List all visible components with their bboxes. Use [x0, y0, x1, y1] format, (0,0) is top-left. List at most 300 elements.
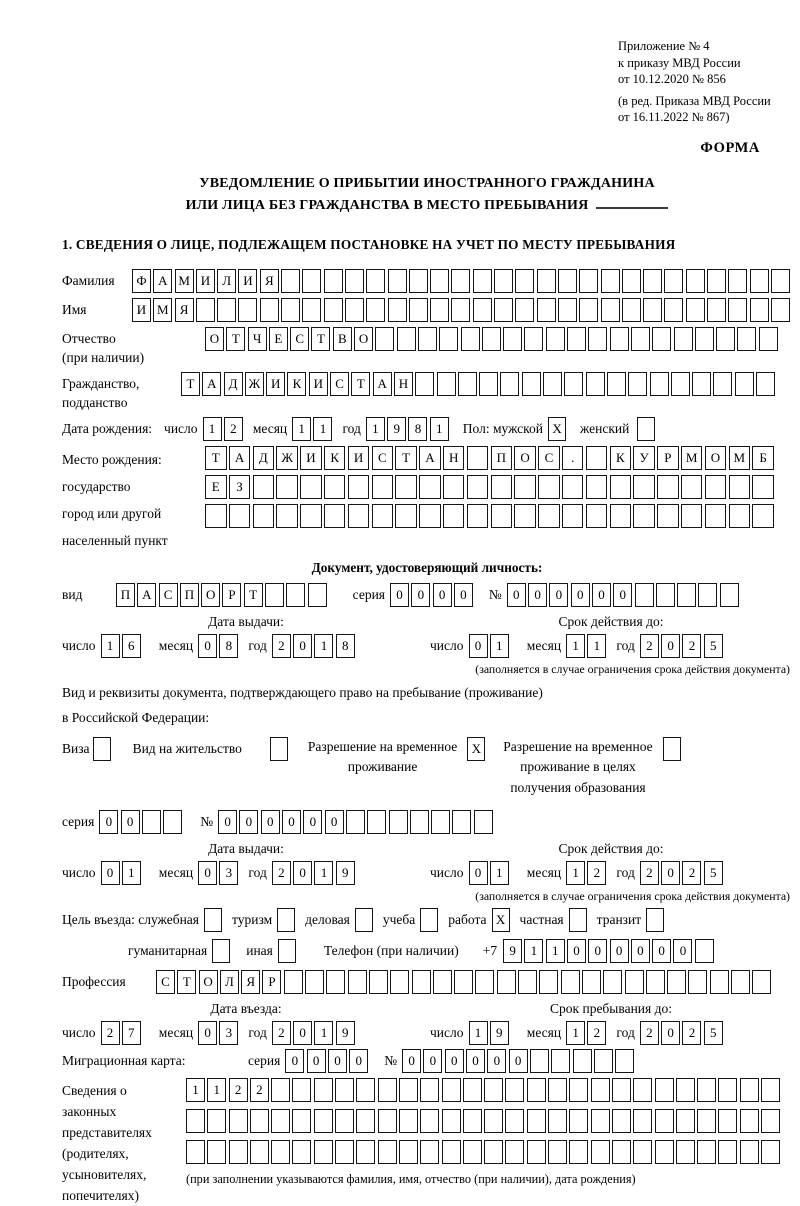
- char-cell[interactable]: [697, 1078, 716, 1102]
- char-cell[interactable]: 9: [336, 861, 355, 885]
- char-cell[interactable]: [610, 475, 632, 499]
- char-cell[interactable]: 0: [411, 583, 430, 607]
- char-cell[interactable]: [292, 1109, 311, 1133]
- char-cell[interactable]: 2: [682, 634, 701, 658]
- char-cell[interactable]: [412, 970, 431, 994]
- char-cell[interactable]: [372, 475, 394, 499]
- char-cell[interactable]: [467, 446, 489, 470]
- char-cell[interactable]: 0: [454, 583, 473, 607]
- char-cell[interactable]: [467, 475, 489, 499]
- char-cell[interactable]: [716, 327, 735, 351]
- char-cell[interactable]: [420, 1109, 439, 1133]
- char-cell[interactable]: А: [137, 583, 156, 607]
- char-cell[interactable]: 1: [566, 861, 585, 885]
- char-cell[interactable]: 2: [682, 1021, 701, 1045]
- char-cell[interactable]: [538, 504, 560, 528]
- char-cell[interactable]: 0: [282, 810, 301, 834]
- char-cell[interactable]: 1: [314, 861, 333, 885]
- char-cell[interactable]: 0: [293, 1021, 312, 1045]
- char-cell[interactable]: [686, 269, 705, 293]
- char-cell[interactable]: [515, 298, 534, 322]
- char-cell[interactable]: [591, 1078, 610, 1102]
- char-cell[interactable]: [582, 970, 601, 994]
- char-cell[interactable]: [430, 298, 449, 322]
- char-cell[interactable]: И: [300, 446, 322, 470]
- char-cell[interactable]: [622, 298, 641, 322]
- char-cell[interactable]: [207, 1109, 226, 1133]
- char-cell[interactable]: Б: [752, 446, 774, 470]
- char-cell[interactable]: [265, 583, 284, 607]
- char-cell[interactable]: [635, 583, 654, 607]
- char-cell[interactable]: [718, 1140, 737, 1164]
- char-cell[interactable]: [674, 327, 693, 351]
- char-cell[interactable]: [420, 1140, 439, 1164]
- char-cell[interactable]: [348, 475, 370, 499]
- char-cell[interactable]: [698, 583, 717, 607]
- char-cell[interactable]: 0: [198, 861, 217, 885]
- char-cell[interactable]: [390, 970, 409, 994]
- char-cell[interactable]: [514, 504, 536, 528]
- purpose-private-checkbox[interactable]: [569, 908, 587, 932]
- char-cell[interactable]: [735, 372, 754, 396]
- char-cell[interactable]: И: [266, 372, 285, 396]
- char-cell[interactable]: [292, 1078, 311, 1102]
- char-cell[interactable]: Д: [253, 446, 275, 470]
- char-cell[interactable]: 1: [101, 634, 120, 658]
- char-cell[interactable]: 9: [490, 1021, 509, 1045]
- char-cell[interactable]: 9: [336, 1021, 355, 1045]
- char-cell[interactable]: 1: [313, 417, 332, 441]
- char-cell[interactable]: [399, 1109, 418, 1133]
- char-cell[interactable]: [260, 298, 279, 322]
- char-cell[interactable]: А: [419, 446, 441, 470]
- char-cell[interactable]: [505, 1140, 524, 1164]
- char-cell[interactable]: [643, 298, 662, 322]
- visa-checkbox[interactable]: [93, 737, 111, 761]
- char-cell[interactable]: [607, 372, 626, 396]
- char-cell[interactable]: [601, 298, 620, 322]
- char-cell[interactable]: [281, 298, 300, 322]
- char-cell[interactable]: [539, 970, 558, 994]
- char-cell[interactable]: М: [153, 298, 172, 322]
- char-cell[interactable]: [527, 1078, 546, 1102]
- char-cell[interactable]: [586, 372, 605, 396]
- char-cell[interactable]: 0: [239, 810, 258, 834]
- char-cell[interactable]: 2: [640, 1021, 659, 1045]
- char-cell[interactable]: [505, 1109, 524, 1133]
- char-cell[interactable]: [253, 475, 275, 499]
- char-cell[interactable]: [503, 327, 522, 351]
- char-cell[interactable]: [452, 810, 471, 834]
- residence-permit-checkbox[interactable]: [270, 737, 288, 761]
- char-cell[interactable]: [451, 298, 470, 322]
- char-cell[interactable]: Т: [311, 327, 330, 351]
- char-cell[interactable]: Н: [443, 446, 465, 470]
- char-cell[interactable]: [729, 504, 751, 528]
- char-cell[interactable]: [569, 1109, 588, 1133]
- char-cell[interactable]: [346, 810, 365, 834]
- char-cell[interactable]: Т: [177, 970, 196, 994]
- char-cell[interactable]: 0: [218, 810, 237, 834]
- char-cell[interactable]: Я: [260, 269, 279, 293]
- char-cell[interactable]: [740, 1078, 759, 1102]
- char-cell[interactable]: [276, 504, 298, 528]
- char-cell[interactable]: [399, 1140, 418, 1164]
- purpose-other-checkbox[interactable]: [278, 939, 296, 963]
- char-cell[interactable]: [300, 504, 322, 528]
- char-cell[interactable]: [345, 269, 364, 293]
- char-cell[interactable]: [695, 327, 714, 351]
- char-cell[interactable]: [276, 475, 298, 499]
- char-cell[interactable]: 1: [366, 417, 385, 441]
- char-cell[interactable]: [707, 269, 726, 293]
- char-cell[interactable]: [705, 504, 727, 528]
- char-cell[interactable]: [655, 1078, 674, 1102]
- char-cell[interactable]: [324, 504, 346, 528]
- char-cell[interactable]: [229, 504, 251, 528]
- char-cell[interactable]: 0: [507, 583, 526, 607]
- char-cell[interactable]: [573, 1049, 592, 1073]
- char-cell[interactable]: [442, 1109, 461, 1133]
- char-cell[interactable]: 0: [285, 1049, 304, 1073]
- char-cell[interactable]: [419, 475, 441, 499]
- char-cell[interactable]: 2: [224, 417, 243, 441]
- char-cell[interactable]: 0: [610, 939, 629, 963]
- char-cell[interactable]: [482, 327, 501, 351]
- char-cell[interactable]: [718, 1078, 737, 1102]
- char-cell[interactable]: [399, 1078, 418, 1102]
- char-cell[interactable]: [750, 269, 769, 293]
- char-cell[interactable]: [207, 1140, 226, 1164]
- char-cell[interactable]: 5: [704, 634, 723, 658]
- char-cell[interactable]: [676, 1078, 695, 1102]
- char-cell[interactable]: 6: [122, 634, 141, 658]
- char-cell[interactable]: [461, 327, 480, 351]
- purpose-transit-checkbox[interactable]: [646, 908, 664, 932]
- char-cell[interactable]: [229, 1140, 248, 1164]
- char-cell[interactable]: Ч: [248, 327, 267, 351]
- char-cell[interactable]: [250, 1140, 269, 1164]
- char-cell[interactable]: [612, 1140, 631, 1164]
- char-cell[interactable]: [375, 327, 394, 351]
- char-cell[interactable]: Л: [220, 970, 239, 994]
- char-cell[interactable]: Т: [205, 446, 227, 470]
- char-cell[interactable]: [625, 970, 644, 994]
- char-cell[interactable]: [308, 583, 327, 607]
- char-cell[interactable]: 9: [387, 417, 406, 441]
- char-cell[interactable]: 1: [524, 939, 543, 963]
- char-cell[interactable]: [551, 1049, 570, 1073]
- char-cell[interactable]: [491, 504, 513, 528]
- char-cell[interactable]: [314, 1078, 333, 1102]
- char-cell[interactable]: Т: [351, 372, 370, 396]
- char-cell[interactable]: [603, 970, 622, 994]
- char-cell[interactable]: [718, 1109, 737, 1133]
- char-cell[interactable]: [494, 298, 513, 322]
- temp-residence-edu-checkbox[interactable]: [663, 737, 681, 761]
- char-cell[interactable]: З: [229, 475, 251, 499]
- char-cell[interactable]: 2: [101, 1021, 120, 1045]
- char-cell[interactable]: [324, 298, 343, 322]
- char-cell[interactable]: [473, 269, 492, 293]
- char-cell[interactable]: [431, 810, 450, 834]
- char-cell[interactable]: [474, 810, 493, 834]
- char-cell[interactable]: К: [610, 446, 632, 470]
- char-cell[interactable]: [378, 1140, 397, 1164]
- char-cell[interactable]: 0: [307, 1049, 326, 1073]
- char-cell[interactable]: [397, 327, 416, 351]
- char-cell[interactable]: Е: [205, 475, 227, 499]
- char-cell[interactable]: [286, 583, 305, 607]
- char-cell[interactable]: [366, 298, 385, 322]
- char-cell[interactable]: А: [153, 269, 172, 293]
- char-cell[interactable]: [419, 504, 441, 528]
- char-cell[interactable]: [463, 1140, 482, 1164]
- char-cell[interactable]: Д: [224, 372, 243, 396]
- char-cell[interactable]: [740, 1140, 759, 1164]
- char-cell[interactable]: [601, 269, 620, 293]
- char-cell[interactable]: [463, 1109, 482, 1133]
- char-cell[interactable]: 2: [272, 634, 291, 658]
- char-cell[interactable]: К: [324, 446, 346, 470]
- char-cell[interactable]: [418, 327, 437, 351]
- char-cell[interactable]: 0: [673, 939, 692, 963]
- char-cell[interactable]: С: [159, 583, 178, 607]
- char-cell[interactable]: [505, 1078, 524, 1102]
- char-cell[interactable]: [467, 504, 489, 528]
- char-cell[interactable]: [454, 970, 473, 994]
- char-cell[interactable]: [410, 810, 429, 834]
- char-cell[interactable]: [564, 372, 583, 396]
- char-cell[interactable]: 9: [503, 939, 522, 963]
- char-cell[interactable]: 1: [490, 861, 509, 885]
- char-cell[interactable]: [633, 1078, 652, 1102]
- char-cell[interactable]: К: [287, 372, 306, 396]
- char-cell[interactable]: 2: [587, 1021, 606, 1045]
- char-cell[interactable]: [652, 327, 671, 351]
- char-cell[interactable]: [348, 504, 370, 528]
- char-cell[interactable]: 0: [588, 939, 607, 963]
- char-cell[interactable]: 0: [661, 634, 680, 658]
- char-cell[interactable]: Ж: [276, 446, 298, 470]
- char-cell[interactable]: [543, 372, 562, 396]
- char-cell[interactable]: [305, 970, 324, 994]
- char-cell[interactable]: 2: [250, 1078, 269, 1102]
- char-cell[interactable]: [284, 970, 303, 994]
- char-cell[interactable]: 0: [487, 1049, 506, 1073]
- char-cell[interactable]: [562, 504, 584, 528]
- char-cell[interactable]: [771, 269, 790, 293]
- char-cell[interactable]: 0: [390, 583, 409, 607]
- char-cell[interactable]: [409, 298, 428, 322]
- char-cell[interactable]: О: [514, 446, 536, 470]
- char-cell[interactable]: [484, 1109, 503, 1133]
- char-cell[interactable]: [378, 1109, 397, 1133]
- char-cell[interactable]: 1: [587, 634, 606, 658]
- char-cell[interactable]: [196, 298, 215, 322]
- char-cell[interactable]: [356, 1140, 375, 1164]
- char-cell[interactable]: [713, 372, 732, 396]
- char-cell[interactable]: [705, 475, 727, 499]
- char-cell[interactable]: 0: [567, 939, 586, 963]
- char-cell[interactable]: Р: [222, 583, 241, 607]
- char-cell[interactable]: 0: [433, 583, 452, 607]
- char-cell[interactable]: 0: [571, 583, 590, 607]
- char-cell[interactable]: О: [205, 327, 224, 351]
- char-cell[interactable]: [186, 1109, 205, 1133]
- char-cell[interactable]: 1: [430, 417, 449, 441]
- char-cell[interactable]: [369, 970, 388, 994]
- char-cell[interactable]: [761, 1109, 780, 1133]
- char-cell[interactable]: 1: [566, 634, 585, 658]
- char-cell[interactable]: 0: [293, 634, 312, 658]
- char-cell[interactable]: [433, 970, 452, 994]
- char-cell[interactable]: 7: [122, 1021, 141, 1045]
- char-cell[interactable]: 2: [640, 861, 659, 885]
- char-cell[interactable]: [548, 1078, 567, 1102]
- char-cell[interactable]: А: [229, 446, 251, 470]
- char-cell[interactable]: [752, 970, 771, 994]
- char-cell[interactable]: [163, 810, 182, 834]
- char-cell[interactable]: 1: [566, 1021, 585, 1045]
- char-cell[interactable]: [442, 1078, 461, 1102]
- char-cell[interactable]: 8: [336, 634, 355, 658]
- char-cell[interactable]: [657, 504, 679, 528]
- char-cell[interactable]: [378, 1078, 397, 1102]
- char-cell[interactable]: [612, 1078, 631, 1102]
- char-cell[interactable]: О: [354, 327, 373, 351]
- char-cell[interactable]: 0: [121, 810, 140, 834]
- char-cell[interactable]: [686, 298, 705, 322]
- char-cell[interactable]: [591, 1109, 610, 1133]
- char-cell[interactable]: [664, 269, 683, 293]
- char-cell[interactable]: 2: [640, 634, 659, 658]
- char-cell[interactable]: [676, 1140, 695, 1164]
- char-cell[interactable]: [588, 327, 607, 351]
- char-cell[interactable]: 0: [592, 583, 611, 607]
- char-cell[interactable]: 0: [349, 1049, 368, 1073]
- char-cell[interactable]: [186, 1140, 205, 1164]
- char-cell[interactable]: [217, 298, 236, 322]
- char-cell[interactable]: [740, 1109, 759, 1133]
- char-cell[interactable]: [475, 970, 494, 994]
- purpose-business-checkbox[interactable]: [355, 908, 373, 932]
- char-cell[interactable]: 0: [293, 861, 312, 885]
- char-cell[interactable]: 2: [682, 861, 701, 885]
- char-cell[interactable]: 8: [408, 417, 427, 441]
- char-cell[interactable]: [569, 1078, 588, 1102]
- char-cell[interactable]: [527, 1109, 546, 1133]
- char-cell[interactable]: [253, 504, 275, 528]
- char-cell[interactable]: [610, 327, 629, 351]
- char-cell[interactable]: [271, 1109, 290, 1133]
- char-cell[interactable]: И: [348, 446, 370, 470]
- char-cell[interactable]: 0: [528, 583, 547, 607]
- char-cell[interactable]: 0: [661, 861, 680, 885]
- char-cell[interactable]: 1: [469, 1021, 488, 1045]
- char-cell[interactable]: Е: [269, 327, 288, 351]
- char-cell[interactable]: 2: [587, 861, 606, 885]
- char-cell[interactable]: [579, 269, 598, 293]
- char-cell[interactable]: [610, 504, 632, 528]
- char-cell[interactable]: [356, 1078, 375, 1102]
- char-cell[interactable]: [345, 298, 364, 322]
- char-cell[interactable]: М: [681, 446, 703, 470]
- char-cell[interactable]: [314, 1109, 333, 1133]
- char-cell[interactable]: Н: [394, 372, 413, 396]
- char-cell[interactable]: [646, 970, 665, 994]
- char-cell[interactable]: С: [538, 446, 560, 470]
- sex-male-checkbox[interactable]: X: [548, 417, 566, 441]
- char-cell[interactable]: [612, 1109, 631, 1133]
- char-cell[interactable]: [395, 475, 417, 499]
- char-cell[interactable]: [761, 1078, 780, 1102]
- char-cell[interactable]: [314, 1140, 333, 1164]
- char-cell[interactable]: 1: [292, 417, 311, 441]
- char-cell[interactable]: [229, 1109, 248, 1133]
- char-cell[interactable]: 1: [314, 634, 333, 658]
- char-cell[interactable]: [430, 269, 449, 293]
- char-cell[interactable]: 3: [219, 861, 238, 885]
- char-cell[interactable]: [479, 372, 498, 396]
- char-cell[interactable]: [650, 372, 669, 396]
- char-cell[interactable]: [367, 810, 386, 834]
- char-cell[interactable]: [491, 475, 513, 499]
- char-cell[interactable]: [579, 298, 598, 322]
- char-cell[interactable]: [759, 327, 778, 351]
- char-cell[interactable]: [548, 1109, 567, 1133]
- char-cell[interactable]: [756, 372, 775, 396]
- char-cell[interactable]: [335, 1078, 354, 1102]
- temp-residence-checkbox[interactable]: X: [467, 737, 485, 761]
- char-cell[interactable]: Ж: [245, 372, 264, 396]
- char-cell[interactable]: 0: [509, 1049, 528, 1073]
- char-cell[interactable]: [752, 475, 774, 499]
- char-cell[interactable]: [514, 475, 536, 499]
- char-cell[interactable]: [586, 475, 608, 499]
- char-cell[interactable]: [395, 504, 417, 528]
- char-cell[interactable]: С: [372, 446, 394, 470]
- char-cell[interactable]: [250, 1109, 269, 1133]
- char-cell[interactable]: [731, 970, 750, 994]
- char-cell[interactable]: [443, 475, 465, 499]
- char-cell[interactable]: 0: [328, 1049, 347, 1073]
- char-cell[interactable]: [271, 1140, 290, 1164]
- char-cell[interactable]: [484, 1140, 503, 1164]
- char-cell[interactable]: [631, 327, 650, 351]
- char-cell[interactable]: И: [309, 372, 328, 396]
- char-cell[interactable]: [664, 298, 683, 322]
- char-cell[interactable]: [205, 504, 227, 528]
- char-cell[interactable]: [494, 269, 513, 293]
- char-cell[interactable]: [324, 475, 346, 499]
- char-cell[interactable]: П: [180, 583, 199, 607]
- char-cell[interactable]: 8: [219, 634, 238, 658]
- char-cell[interactable]: [238, 298, 257, 322]
- char-cell[interactable]: [697, 1140, 716, 1164]
- char-cell[interactable]: [586, 504, 608, 528]
- char-cell[interactable]: [615, 1049, 634, 1073]
- char-cell[interactable]: [695, 939, 714, 963]
- char-cell[interactable]: [688, 970, 707, 994]
- char-cell[interactable]: [518, 970, 537, 994]
- char-cell[interactable]: [737, 327, 756, 351]
- char-cell[interactable]: Я: [241, 970, 260, 994]
- char-cell[interactable]: [348, 970, 367, 994]
- char-cell[interactable]: [302, 269, 321, 293]
- char-cell[interactable]: А: [202, 372, 221, 396]
- char-cell[interactable]: [657, 475, 679, 499]
